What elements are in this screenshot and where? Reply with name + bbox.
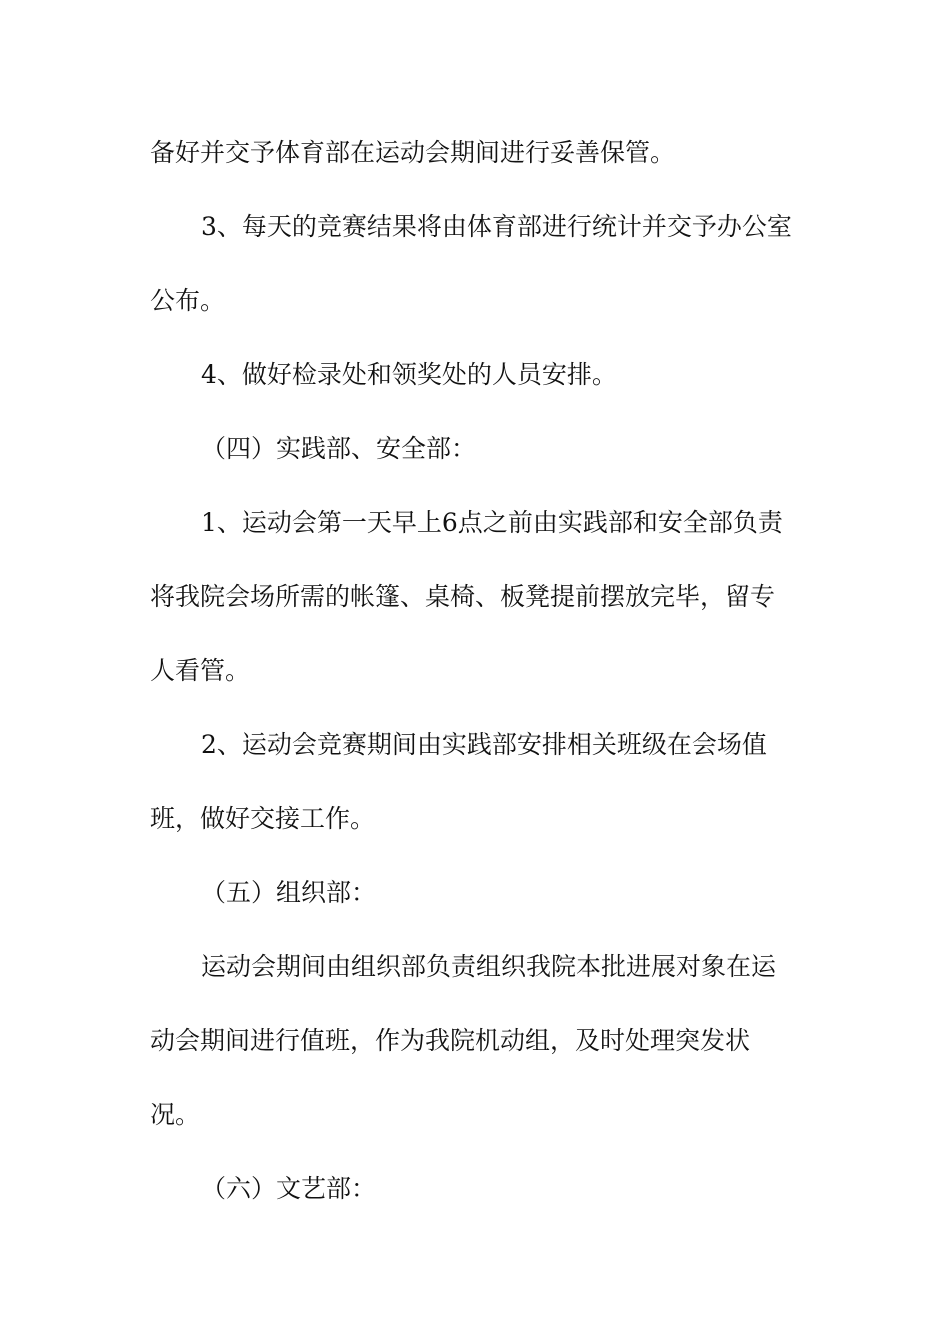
paragraph-line-8: 人看管。 [150,656,251,685]
paragraph-line-1: 备好并交予体育部在运动会期间进行妥善保管。 [150,138,676,167]
paragraph-line-13: 动会期间进行值班，作为我院机动组，及时处理突发状 [150,1026,751,1055]
paragraph-line-12: 运动会期间由组织部负责组织我院本批进展对象在运 [201,952,777,981]
paragraph-line-4: 4、做好检录处和领奖处的人员安排。 [201,360,617,389]
paragraph-line-3: 公布。 [150,286,226,315]
section-heading-organization: （五）组织部： [201,878,377,907]
section-heading-arts: （六）文艺部： [201,1174,377,1203]
paragraph-line-2: 3、每天的竞赛结果将由体育部进行统计并交予办公室 [201,212,792,241]
paragraph-line-10: 班，做好交接工作。 [150,804,376,833]
paragraph-line-9: 2、运动会竞赛期间由实践部安排相关班级在会场值 [201,730,767,759]
paragraph-line-14: 况。 [150,1100,201,1129]
section-heading-practice-safety: （四）实践部、安全部： [201,434,477,463]
paragraph-line-6: 1、运动会第一天早上6点之前由实践部和安全部负责 [201,508,783,537]
paragraph-line-7: 将我院会场所需的帐篷、桌椅、板凳提前摆放完毕，留专 [150,582,776,611]
